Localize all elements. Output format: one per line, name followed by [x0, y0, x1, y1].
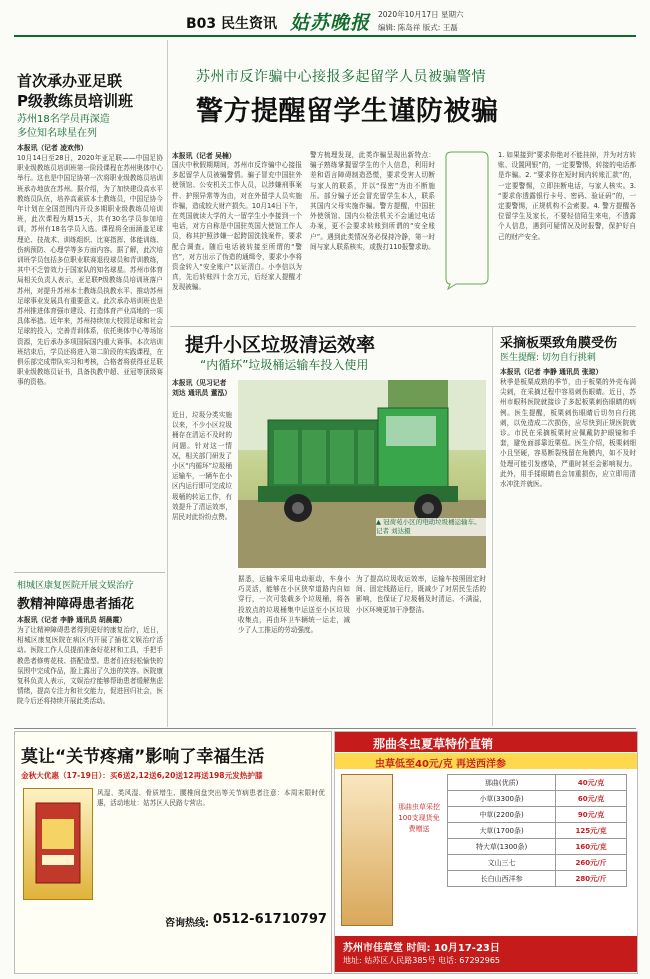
left2-byline: 本报讯（记者 李静 通讯员 胡晨霞） [17, 616, 127, 624]
editor-line: 编辑: 陈岛祥 版式: 王磊 [378, 23, 458, 32]
trash-caption: ▲ 冠荷苑小区的电动垃圾桶运输车。记者 刘达摄 [376, 518, 486, 536]
price-row [448, 775, 627, 791]
left-column-rule [167, 40, 168, 727]
trash-body-mid: 据悉，运输车采用电动驱动，车身小巧灵活，能够在小区狭窄道路内自如穿行，一次可装载多个垃圾桶，将各投放点的垃圾桶集中运送至小区垃圾收集点，再由环卫车辆统一运走，减少了人工推运的劳动强度。 [238, 575, 350, 635]
ad-left-hotline: 0512-61710797 [213, 912, 327, 927]
page-header [0, 0, 650, 40]
left2-body: 为了让精神障碍患者得到更好的康复治疗，近日，相城区康复医院在病区内开展了插花文娱治疗活动。医院工作人员提前准备好花材和工具，手把手教患者修剪花枝、搭配造型。患者们在轻松愉快的氛围中完成作品，脸上露出了久违的笑容。医院康复科负责人表示，文娱治疗能够帮助患者缓解焦虑情绪，提高专注力和社交能力，促进回归社会，医院今后还将持续开展此类活动。 [17, 626, 163, 706]
price-value: 90元/克 [556, 807, 627, 823]
page-code: B03 民生资讯 [186, 16, 278, 32]
price-value: 160元/克 [556, 839, 627, 855]
price-item: 特大草(1300条) [448, 839, 556, 855]
right-column-rule [492, 326, 493, 726]
banner-headline: 警方提醒留学生谨防被骗 [196, 96, 499, 127]
left2-headline: 教精神障碍患者插花 [17, 597, 135, 612]
price-item: 那曲(优质) [448, 775, 556, 791]
ad-right-product-image [341, 774, 393, 926]
ad-right-price-table [447, 774, 627, 887]
left2-subhead: 相城区康复医院开展文娱治疗 [17, 581, 135, 591]
ad-right-header: 那曲冬虫夏草特价直销 [373, 737, 494, 751]
trash-cart-photo [238, 380, 486, 568]
price-row [448, 791, 627, 807]
ad-top-rule [14, 728, 636, 729]
ad-right-side-label: 那曲虫草采挖100支现货免费赠送 [398, 803, 440, 833]
price-row [448, 855, 627, 871]
banner-kicker: 苏州市反诈骗中心接报多起留学人员被骗警情 [196, 69, 486, 85]
ad-left-headline: 莫让“关节疼痛”影响了幸福生活 [21, 747, 265, 767]
left-article-byline: 本报讯（记者 凌欢伟） [17, 144, 88, 152]
price-item: 小草(3300条) [448, 791, 556, 807]
ad-left-box [14, 731, 332, 974]
banner-col-2: 警方梳理发现，此类诈骗呈现出新特点：骗子熟练掌握留学生的个人信息，利用时差和语言障碍制造恐慌，要求受害人切断与家人的联系，并以“保密”为由不断施压。部分骗子还会冒充留学生本人，联系其国内父母实施诈骗。警方提醒，中国驻外使领馆、国内公检法机关不会通过电话办案，更不会要求转账到所谓的“安全账户”。遇到此类情况务必保持冷静，第一时间与家人联系核实，或拨打110报警求助。 [310, 151, 435, 251]
banner-bottom-rule [170, 326, 636, 327]
price-row [448, 823, 627, 839]
banner-byline: 本报讯（记者 吴楠） [172, 152, 236, 160]
left-subhead-2: 多位知名球星在列 [17, 128, 97, 139]
price-value: 280元/斤 [556, 871, 627, 887]
ad-left-product-image [23, 788, 93, 900]
ad-right-subheader: 虫草低至40元/克 再送西洋参 [375, 759, 507, 770]
price-value: 40元/克 [556, 775, 627, 791]
price-item: 中草(2200条) [448, 807, 556, 823]
price-item: 文山三七 [448, 855, 556, 871]
bubble-decoration [442, 150, 490, 290]
left-divider [14, 572, 165, 573]
masthead-logo: 姑苏晚报 [290, 12, 371, 34]
trash-subhead: “内循环”垃圾桶运输车投入使用 [200, 358, 369, 372]
price-row [448, 807, 627, 823]
price-value: 60元/克 [556, 791, 627, 807]
left-headline-1: 首次承办亚足联 [17, 72, 123, 90]
banner-col-3: 1. 如果接到“要求你绝对不能挂掉，并为对方转账、设置网银”的，一定要警惕，转接的电话都是诈骗。2. “要求你在短时间内转账汇款”的，一定要警惕，立即挂断电话，与家人核实。3. “要求你透露银行卡号、密码、验证码”的，一定要警惕，正规机构不会索要。4. 警方提醒各位留学生及家长，不要轻信陌生来电，不透露个人信息，遇到可疑情况及时报警，保护好自己的财产安全。 [498, 151, 636, 241]
price-row [448, 871, 627, 887]
left-headline-2: P级教练员培训班 [17, 92, 133, 110]
price-row [448, 839, 627, 855]
trash-body-left: 近日，垃圾分类实施以来，不少小区垃圾桶存在清运不及时的问题。针对这一情况，相关部门研发了小区“内循环”垃圾桶运输车，一辆车在小区内运行即可完成垃圾桶的转运工作，有效提升了清运效率，居民对此纷纷点赞。 [172, 411, 232, 522]
price-value: 125元/克 [556, 823, 627, 839]
header-rule [14, 35, 636, 37]
left-subhead-1: 苏州18名学员再深造 [17, 114, 110, 125]
left-article-body: 10月14日至28日，2020年亚足联——中国足协职业级教练员培训班第一阶段课程在苏州奥体中心举行。这也是中国足协第一次将职业级教练员培训班承办地放在苏州。据介绍，为了加快建设高水平教练员队伍，培养高素质本土教练员，中国足协今年计划在全国范围内开设多期职业级教练员培训班，此次课程为期15天，共有30名学员参加培训，苏州有18名学员入选。课程将全面涵盖足球理论、技战术、训练组织、比赛指挥、体能训练、伤病预防、心理学等多方面内容。据了解，此次培训班学员包括多位职业联赛退役球员和青训教练，其中不乏曾效力于国家队的知名球星。苏州市体育局相关负责人表示，亚足联P级教练员培训班落户苏州，对提升苏州本土教练员执教水平、推动苏州足球事业发展具有重要意义。此次承办培训班也是苏州推进体育强市建设、打造体育产业高地的一项具体举措。近年来，苏州持续加大校园足球和社会足球的投入，完善青训体系，依托奥体中心等场馆资源，先后承办多项国际国内重大赛事。本次培训班结束后，学员还将进入第二阶段的实践课程，在俱乐部完成带队实习和考核，合格者将获得亚足联职业级教练员证书，具备执教中超、亚冠等顶级赛事的资格。 [17, 154, 163, 387]
right-body: 秋季是板栗成熟的季节，由于板栗的外壳布满尖刺，在采摘过程中容易刺伤眼睛。近日，苏州市眼科医院就接诊了多起板栗刺伤眼睛的病例。医生提醒，板栗刺伤眼睛后切勿自行挑刺，以免造成二次损伤，应尽快到正规医院就诊。市民在采摘板栗时应佩戴防护眼镜和手套，避免面部靠近栗苞。医生介绍，板栗刺细小且坚硬，容易断裂残留在角膜内，如不及时处理可能引发感染，严重时甚至会影响视力。此外，用手揉眼睛也会加重损伤，应立即用清水冲洗并就医。 [500, 378, 636, 489]
right-headline: 采摘板栗致角膜受伤 [500, 336, 618, 351]
right-byline: 本报讯（记者 李静 通讯员 张琼） [500, 368, 603, 376]
trash-headline: 提升小区垃圾清运效率 [185, 334, 376, 356]
ad-left-promo: 金秋大优惠（17-19日）：买6送2,12送6,20送12再送198元发热护膝 [21, 771, 263, 780]
ad-right-footer-2: 地址: 姑苏区人民路385号 电话: 67292965 [343, 956, 501, 965]
price-item: 大草(1700条) [448, 823, 556, 839]
ad-left-hotline-label: 咨询热线: [165, 918, 209, 929]
right-subhead: 医生提醒: 切勿自行挑刺 [500, 353, 596, 363]
trash-byline: 本报讯（见习记者 刘达 通讯员 董泓） [172, 379, 232, 397]
date-line: 2020年10月17日 星期六 [378, 10, 464, 19]
trash-body-right: 为了提高垃圾收运效率，运输车按照固定时间、固定线路运行，既减少了对居民生活的影响，也保证了垃圾桶及时清运、不满溢，小区环境更加干净整洁。 [356, 575, 486, 614]
ad-right-box [334, 731, 638, 974]
price-value: 260元/斤 [556, 855, 627, 871]
banner-col-1: 国庆中秋假期期间，苏州市反诈骗中心接报多起留学人员被骗警情。骗子冒充中国驻外使领馆、公安机关工作人员，以涉嫌刑事案件、护照异常等为由，对在外留学人员实施诈骗，造成较大财产损失。10月14日下午，在英国就读大学的大一留学生小李接到一个电话，对方自称是中国驻英国大使馆工作人员，称其护照涉嫌一起跨国洗钱案件，要求配合调查。随后电话被转接至所谓的“警官”，对方出示了伪造的通缉令，要求小李将资金转入“安全账户”以证清白。小李信以为真，先后转账四十余万元，后经家人提醒才发现被骗。 [172, 161, 302, 292]
price-item: 长白山西洋参 [448, 871, 556, 887]
ad-right-footer-1: 苏州市佳草堂 时间: 10月17-23日 [343, 943, 500, 954]
ad-left-body: 风湿、类风湿、骨质增生、腰椎间盘突出等关节病患者注意：本周末限时优惠，活动地址：姑苏区人民路专营店。 [97, 789, 325, 808]
